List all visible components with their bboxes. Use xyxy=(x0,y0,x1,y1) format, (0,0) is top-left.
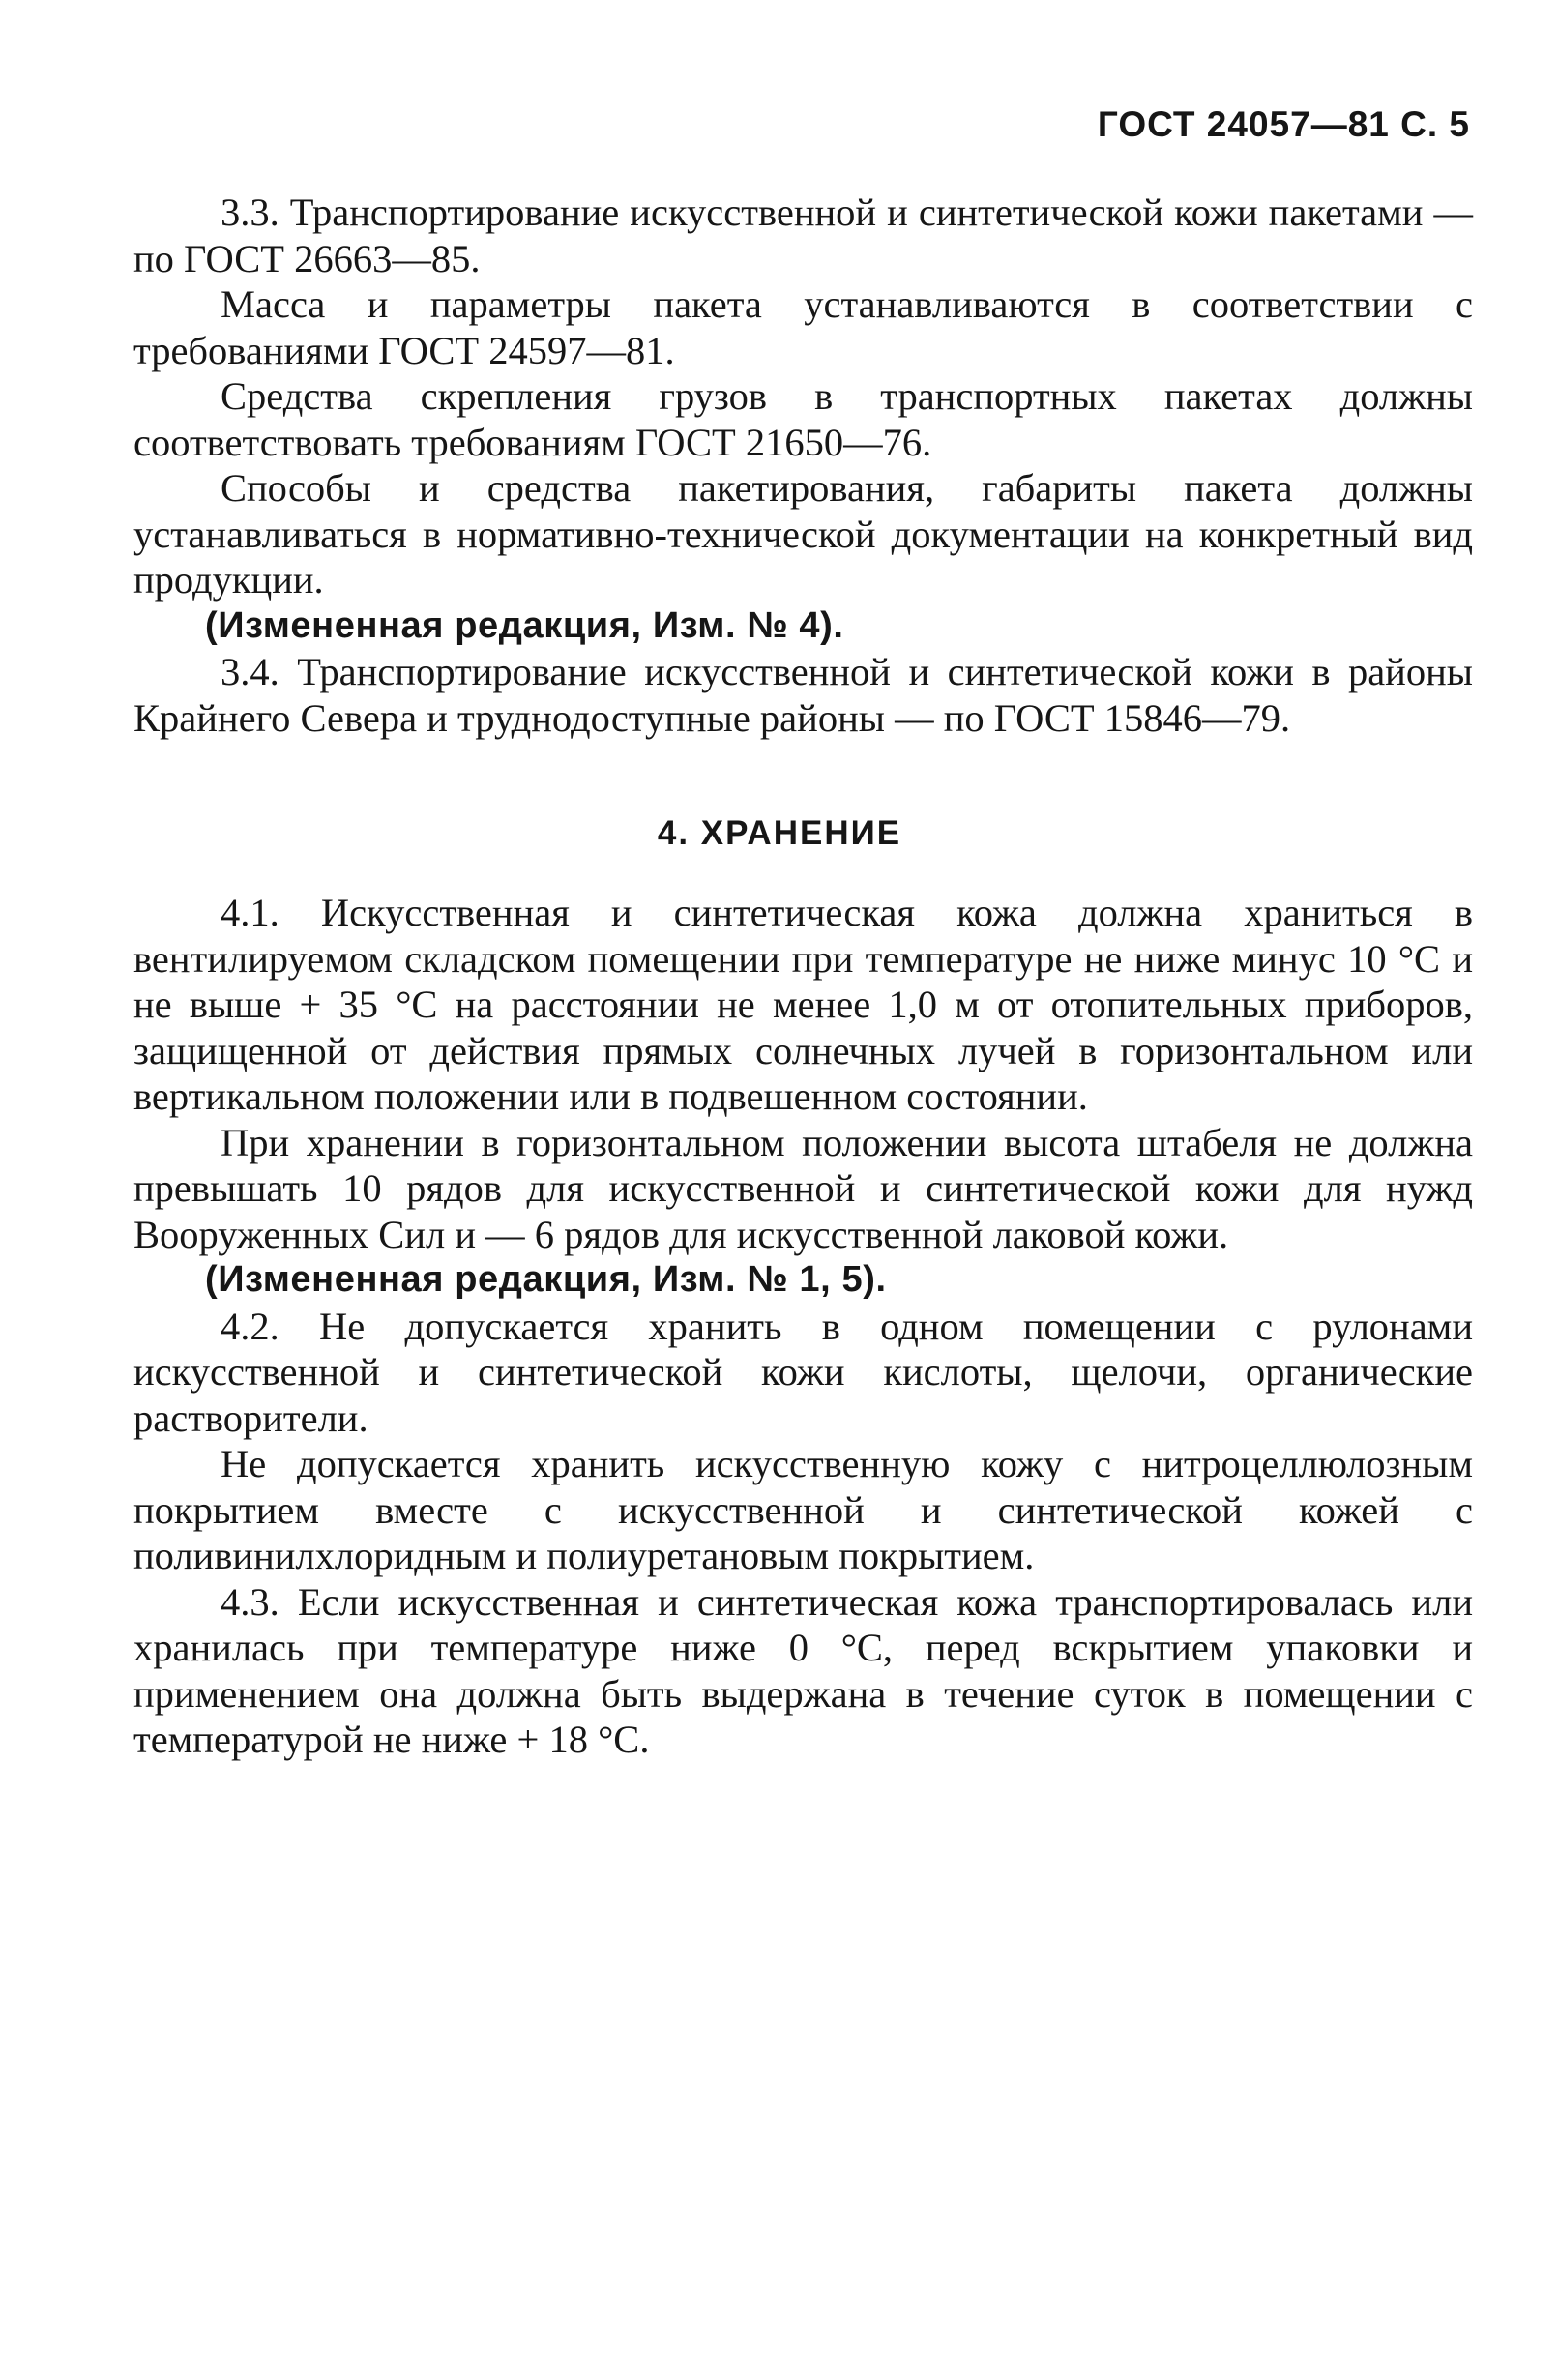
paragraph-packaging-methods: Способы и средства пакетирования, габариты пакета должны устанавливаться в нормативно-технической документации на конкретный вид продукции. xyxy=(133,466,1473,602)
section-4-text xyxy=(133,890,1473,1763)
amendment-note-4: (Измененная редакция, Изм. № 1, 5). xyxy=(205,1259,887,1300)
paragraph-fastening: Средства скрепления грузов в транспортных пакетах должны соответствовать требованиям ГОСТ 21650—76. xyxy=(133,374,1473,464)
section-3-text xyxy=(133,190,1473,741)
paragraph-4-3: 4.3. Если искусственная и синтетическая кожа транспортировалась или хранилась при температуре ниже 0 °С, перед вскрытием упаковки и применением она должна быть выдержана в течение суток в помещении с температурой не ниже + 18 °С. xyxy=(133,1579,1473,1761)
paragraph-4-1: 4.1. Искусственная и синтетическая кожа должна храниться в вентилируемом складском помещении при температуре не ниже минус 10 °С и не выше + 35 °С на расстоянии не менее 1,0 м от отопительных приборов, защищенной от действия прямых солнечных лучей в горизонтальном или вертикальном положении или в подвешенном состоянии. xyxy=(133,891,1473,1118)
paragraph-package-mass: Масса и параметры пакета устанавливаются в соответствии с требованиями ГОСТ 24597—81. xyxy=(133,282,1473,372)
paragraph-4-2: 4.2. Не допускается хранить в одном помещении с рулонами искусственной и синтетической кожи кислоты, щелочи, органические растворители. xyxy=(133,1304,1473,1440)
section-4-heading: 4. ХРАНЕНИЕ xyxy=(657,814,902,852)
amendment-note-3: (Измененная редакция, Изм. № 4). xyxy=(205,604,844,646)
paragraph-stack-height: При хранении в горизонтальном положении высота штабеля не должна превышать 10 рядов для искусственной и синтетической кожи для нужд Вооруженных Сил и — 6 рядов для искусственной лаковой кожи. xyxy=(133,1120,1473,1256)
paragraph-3-4: 3.4. Транспортирование искусственной и синтетической кожи в районы Крайнего Севера и труднодоступные районы — по ГОСТ 15846—79. xyxy=(133,650,1473,740)
paragraph-3-3: 3.3. Транспортирование искусственной и синтетической кожи пакетами — по ГОСТ 26663—85. xyxy=(133,191,1473,280)
paragraph-nitrocellulose: Не допускается хранить искусственную кожу с нитроцеллюлозным покрытием вместе с искусственной и синтетической кожей с поливинилхлоридным и полиуретановым покрытием. xyxy=(133,1442,1473,1577)
running-header: ГОСТ 24057—81 С. 5 xyxy=(1097,104,1470,144)
